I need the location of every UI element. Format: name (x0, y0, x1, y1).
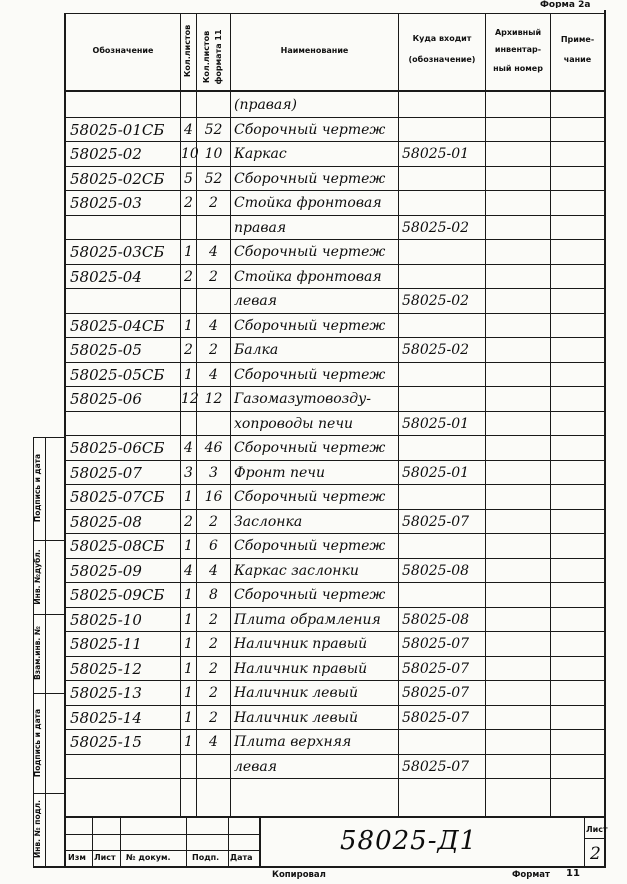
cell-format: 16 (204, 489, 223, 505)
cell-format: 2 (209, 612, 218, 628)
cell-name: левая (234, 293, 277, 309)
cell-name: Наличник левый (234, 710, 359, 726)
cell-format: 4 (209, 367, 218, 383)
cell-sheets: 3 (184, 465, 193, 481)
cell-name: (правая) (234, 97, 298, 113)
side-label-inv-podl: Инв. № подл. (33, 799, 42, 859)
cell-name: Газомазутовозду- (234, 391, 372, 407)
cell-format: 2 (209, 661, 218, 677)
table-row (0, 607, 627, 632)
cell-name: Заслонка (234, 514, 303, 530)
cell-entry: 58025-01 (402, 465, 470, 481)
cell-name: Наличник левый (234, 685, 359, 701)
cell-designation: 58025-05 (70, 341, 142, 359)
table-row (0, 582, 627, 607)
cell-name: Сборочный чертеж (234, 318, 386, 334)
cell-name: правая (234, 220, 287, 236)
cell-designation: 58025-03СБ (70, 243, 165, 261)
cell-name: Фронт печи (234, 465, 325, 481)
header-archive-3: ный номер (493, 64, 543, 73)
cell-name: Сборочный чертеж (234, 244, 386, 260)
cell-designation: 58025-04СБ (70, 317, 165, 335)
table-row (0, 460, 627, 485)
cell-entry: 58025-02 (402, 220, 470, 236)
table-row (0, 362, 627, 387)
cell-entry: 58025-01 (402, 146, 470, 162)
cell-sheets: 1 (184, 587, 193, 603)
header-archive-2: инвентар- (494, 45, 542, 54)
side-label-podpis-data-2: Подпись и дата (33, 453, 42, 523)
cell-sheets: 12 (181, 391, 199, 407)
tb-data: Дата (230, 853, 253, 862)
tb-izm: Изм (68, 853, 86, 862)
cell-name: Сборочный чертеж (234, 367, 386, 383)
side-label-podpis-data-1: Подпись и дата (33, 708, 42, 778)
table-row (0, 656, 627, 681)
cell-name: Плита верхняя (234, 734, 352, 750)
cell-name: Стойка фронтовая (234, 269, 382, 285)
cell-name: Балка (234, 342, 279, 358)
cell-sheets: 4 (184, 122, 193, 138)
cell-sheets: 2 (184, 269, 193, 285)
cell-format: 2 (209, 685, 218, 701)
cell-entry: 58025-07 (402, 685, 470, 701)
document-code: 58025-Д1 (340, 826, 478, 856)
footer-copied: Копировал (272, 870, 326, 880)
table-row (0, 166, 627, 191)
cell-sheets: 4 (184, 440, 193, 456)
sheet-number: 2 (590, 844, 601, 864)
cell-designation: 58025-08 (70, 513, 142, 531)
cell-name: Сборочный чертеж (234, 440, 386, 456)
table-row (0, 558, 627, 583)
cell-name: левая (234, 759, 277, 775)
cell-sheets: 1 (184, 538, 193, 554)
header-archive-1: Архивный (494, 28, 542, 37)
tb-doc-no: № докум. (126, 853, 171, 862)
cell-sheets: 1 (184, 734, 193, 750)
cell-name: Сборочный чертеж (234, 587, 386, 603)
cell-sheets: 1 (184, 489, 193, 505)
cell-sheets: 1 (184, 685, 193, 701)
cell-sheets: 1 (184, 367, 193, 383)
header-where-used-1: Куда входит (412, 34, 472, 43)
cell-format: 10 (204, 146, 223, 162)
table-row (0, 533, 627, 558)
cell-format: 2 (209, 269, 218, 285)
cell-entry: 58025-07 (402, 636, 470, 652)
cell-sheets: 2 (184, 195, 193, 211)
table-row (0, 680, 627, 705)
side-label-inv-dubl: Инв. №дубл. (33, 549, 42, 605)
cell-sheets: 1 (184, 661, 193, 677)
cell-sheets: 5 (184, 171, 193, 187)
cell-designation: 58025-09 (70, 562, 142, 580)
table-row (0, 631, 627, 656)
cell-designation: 58025-08СБ (70, 537, 165, 555)
cell-format: 4 (209, 244, 218, 260)
cell-sheets: 1 (184, 318, 193, 334)
cell-name: Сборочный чертеж (234, 122, 386, 138)
cell-name: хопроводы печи (234, 416, 354, 432)
table-row (0, 313, 627, 338)
cell-format: 52 (204, 171, 223, 187)
cell-designation: 58025-07 (70, 464, 142, 482)
cell-entry: 58025-07 (402, 514, 470, 530)
table-row (0, 337, 627, 362)
cell-name: Наличник правый (234, 661, 368, 677)
side-label-vzam-inv: Взам.инв. № (33, 626, 42, 680)
footer-format-value: 11 (566, 868, 580, 879)
cell-designation: 58025-07СБ (70, 488, 165, 506)
table-row (0, 729, 627, 754)
cell-name: Каркас заслонки (234, 563, 359, 579)
cell-designation: 58025-02СБ (70, 170, 165, 188)
cell-name: Плита обрамления (234, 612, 381, 628)
header-designation: Обозначение (92, 46, 154, 55)
cell-name: Каркас (234, 146, 287, 162)
cell-sheets: 2 (184, 342, 193, 358)
cell-entry: 58025-02 (402, 293, 470, 309)
cell-format: 2 (209, 636, 218, 652)
cell-entry: 58025-07 (402, 710, 470, 726)
table-row (0, 264, 627, 289)
cell-name: Сборочный чертеж (234, 489, 386, 505)
cell-designation: 58025-13 (70, 684, 142, 702)
table-row (0, 239, 627, 264)
cell-format: 4 (209, 563, 218, 579)
cell-designation: 58025-11 (70, 635, 142, 653)
table-row (0, 141, 627, 166)
table-row (0, 386, 627, 411)
cell-entry: 58025-02 (402, 342, 470, 358)
cell-designation: 58025-05СБ (70, 366, 165, 384)
table-row (0, 92, 627, 117)
sheet-label: Лист (586, 825, 608, 834)
cell-sheets: 4 (184, 563, 193, 579)
cell-designation: 58025-06 (70, 390, 142, 408)
cell-designation: 58025-10 (70, 611, 142, 629)
cell-designation: 58025-14 (70, 709, 142, 727)
tb-list: Лист (94, 853, 116, 862)
form-label: Форма 2а (540, 0, 591, 8)
cell-entry: 58025-07 (402, 759, 470, 775)
table-row (0, 509, 627, 534)
cell-format: 2 (209, 710, 218, 726)
cell-format: 2 (209, 514, 218, 530)
cell-designation: 58025-09СБ (70, 586, 165, 604)
cell-designation: 58025-02 (70, 145, 142, 163)
cell-designation: 58025-01СБ (70, 121, 165, 139)
cell-format: 6 (209, 538, 218, 554)
tb-podp: Подп. (192, 853, 220, 862)
cell-format: 3 (209, 465, 218, 481)
table-row (0, 484, 627, 509)
header-qty-format: Кол.листов формата 11 (202, 29, 223, 85)
footer-format-label: Формат (512, 870, 550, 880)
table-row (0, 288, 627, 313)
header-where-used-2: (обозначение) (408, 55, 476, 64)
cell-entry: 58025-07 (402, 661, 470, 677)
cell-entry: 58025-08 (402, 612, 470, 628)
cell-format: 4 (209, 734, 218, 750)
table-row (0, 435, 627, 460)
cell-format: 12 (204, 391, 223, 407)
table-row (0, 754, 627, 779)
cell-sheets: 1 (184, 612, 193, 628)
cell-designation: 58025-15 (70, 733, 142, 751)
cell-sheets: 1 (184, 244, 193, 260)
cell-format: 52 (204, 122, 223, 138)
cell-sheets: 1 (184, 636, 193, 652)
cell-name: Наличник правый (234, 636, 368, 652)
cell-name: Сборочный чертеж (234, 538, 386, 554)
cell-designation: 58025-06СБ (70, 439, 165, 457)
cell-entry: 58025-01 (402, 416, 470, 432)
table-row (0, 190, 627, 215)
cell-format: 46 (204, 440, 223, 456)
table-row (0, 215, 627, 240)
cell-designation: 58025-12 (70, 660, 142, 678)
cell-entry: 58025-08 (402, 563, 470, 579)
cell-designation: 58025-03 (70, 194, 142, 212)
header-note-1: Приме- (560, 35, 595, 44)
cell-sheets: 10 (181, 146, 199, 162)
cell-format: 2 (209, 342, 218, 358)
table-row (0, 411, 627, 436)
header-name: Наименование (280, 46, 349, 55)
cell-sheets: 2 (184, 514, 193, 530)
header-qty-sheets: Кол.листов (183, 24, 192, 78)
cell-name: Стойка фронтовая (234, 195, 382, 211)
cell-format: 8 (209, 587, 218, 603)
cell-name: Сборочный чертеж (234, 171, 386, 187)
cell-sheets: 1 (184, 710, 193, 726)
cell-designation: 58025-04 (70, 268, 142, 286)
table-row (0, 117, 627, 142)
cell-format: 2 (209, 195, 218, 211)
header-note-2: чание (563, 55, 592, 64)
cell-format: 4 (209, 318, 218, 334)
table-row (0, 705, 627, 730)
